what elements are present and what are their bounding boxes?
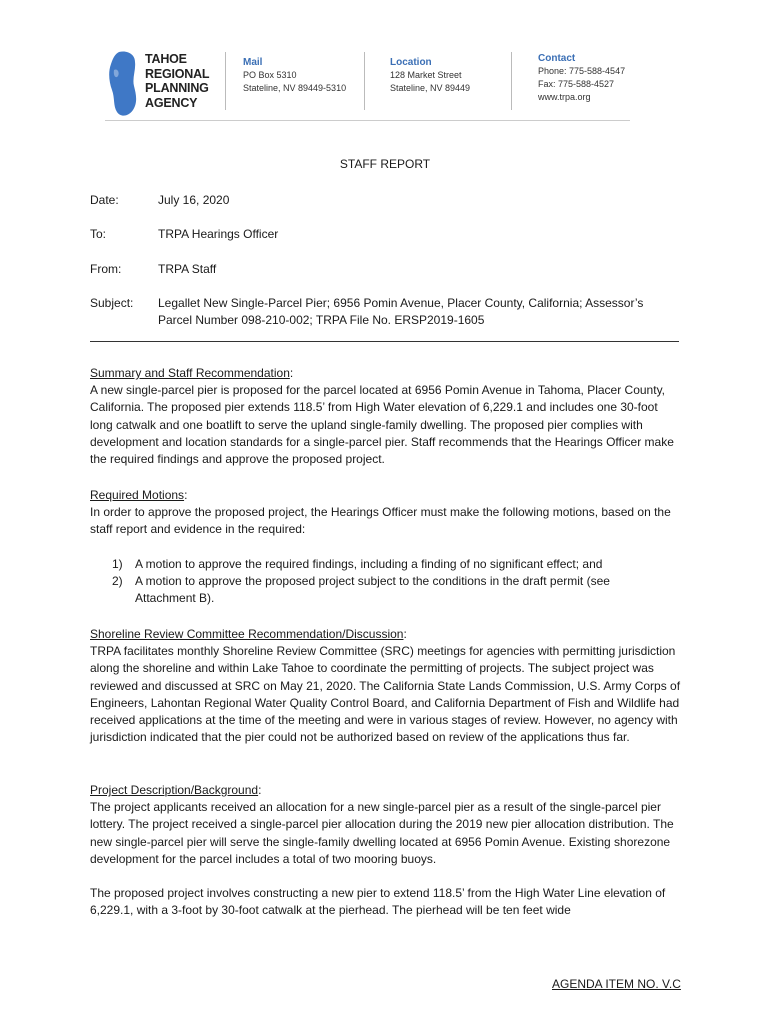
header-separator — [364, 52, 365, 110]
summary-heading: Summary and Staff Recommendation — [90, 366, 290, 380]
shoreline-section: Shoreline Review Committee Recommendation/Discussion: TRPA facilitates monthly Shoreline Review Committee (SRC) meetings for agencies with permitting jurisdiction along the shoreline and within Lake Tahoe to coordinate the permitting of projects. The subject project was reviewed and discussed at SRC on May 21, 2020. The California State Lands Commission, U.S. Army Corps of Engineers, Lahontan Regional Water Quality Control Board, and California Department of Fish and Wildlife had received applications at the time of the meeting and were in various stages of review. However, no agency with jurisdiction indicated that the pier could not be authorized based on review of the applications thus far. — [90, 626, 682, 746]
shoreline-heading: Shoreline Review Committee Recommendation/Discussion — [90, 627, 404, 641]
location-line2: Stateline, NV 89449 — [390, 83, 471, 93]
list-item — [112, 573, 672, 607]
logo-line: AGENCY — [145, 95, 198, 110]
summary-text: A new single-parcel pier is proposed for the parcel located at 6956 Pomin Avenue in Tahoma, Placer County, California. The proposed pier extends 118.5’ from High Water elevation of 6,229.1 and includes one 30-foot long catwalk and one boatlift to serve the upland single-family dwelling. The proposed pier complies with development and location standards for a single-parcel pier. Staff recommends that the Hearings Officer make the required findings and approve the proposed project. — [90, 383, 674, 467]
contact-fax: Fax: 775-588-4527 — [538, 79, 615, 89]
logo-wordmark — [145, 52, 209, 110]
contact-label: Contact — [538, 53, 576, 64]
subject-value: Legallet New Single-Parcel Pier; 6956 Pomin Avenue, Placer County, California; Assessor’s Parcel Number 098-210-002; TRPA File No. ERSP2019-1605 — [158, 296, 644, 327]
contact-block — [538, 52, 625, 104]
to-value: TRPA Hearings Officer — [158, 227, 279, 241]
shoreline-text: TRPA facilitates monthly Shoreline Review Committee (SRC) meetings for agencies with permitting jurisdiction along the shoreline and within Lake Tahoe to coordinate the permitting of projects. The subject project was reviewed and discussed at SRC on May 21, 2020. The California State Lands Commission, U.S. Army Corps of Engineers, Lahontan Regional Water Quality Control Board, and California Department of Fish and Wildlife had received applications at the time of the meeting and were in various stages of review. However, no agency with jurisdiction indicated that the pier could not be authorized based on review of the applications thus far. — [90, 644, 681, 745]
list-text: A motion to approve the required findings, including a finding of no significant effect; and — [135, 557, 603, 571]
date-label: Date: — [90, 193, 119, 207]
project-text: The project applicants received an allocation for a new single-parcel pier as a result of the single-parcel pier lottery. The project received a single-parcel pier allocation during the 2019 new pier allocation distribution. The new single-parcel pier will serve the single-family dwelling located at 6956 Pomin Avenue. Existing shorezone development for the parcel includes a total of two mooring buoys. — [90, 800, 674, 866]
contact-website[interactable]: www.trpa.org — [538, 92, 591, 102]
location-line1: 128 Market Street — [390, 70, 462, 80]
report-title: STAFF REPORT — [339, 157, 431, 171]
header-separator — [225, 52, 226, 110]
location-label: Location — [390, 57, 432, 68]
header-divider — [90, 341, 679, 342]
project-heading: Project Description/Background — [90, 783, 259, 797]
list-number: 2) — [112, 574, 123, 589]
list-text: A motion to approve the proposed project subject to the conditions in the draft permit (see Attachment B). — [135, 574, 610, 606]
list-number: 1) — [112, 557, 123, 571]
summary-section: Summary and Staff Recommendation: A new single-parcel pier is proposed for the parcel located at 6956 Pomin Avenue in Tahoma, Placer County, California. The proposed pier extends 118.5’ from High Water elevation of 6,229.1 and includes one 30-foot long catwalk and one boatlift to serve the upland single-family dwelling. The proposed pier complies with development and location standards for a single-parcel pier. Staff recommends that the Hearings Officer make the required findings and approve the proposed project. — [90, 365, 682, 468]
project-text-2: The proposed project involves constructing a new pier to extend 118.5’ from the High Water Line elevation of 6,229.1, with a 3-foot by 30-foot catwalk at the pierhead. The pierhead will be ten feet wide — [90, 886, 666, 918]
date-value: July 16, 2020 — [158, 193, 230, 207]
motions-section: Required Motions: In order to approve the proposed project, the Hearings Officer must make the following motions, based on the staff report and evidence in the required: — [90, 487, 682, 539]
lake-tahoe-icon — [105, 48, 145, 120]
from-label: From: — [90, 262, 122, 276]
motions-list — [112, 556, 672, 608]
mail-line1: PO Box 5310 — [243, 70, 297, 80]
to-label: To: — [90, 227, 107, 241]
trpa-logo — [105, 48, 235, 118]
logo-line: REGIONAL — [145, 66, 210, 81]
agenda-item-footer: AGENDA ITEM NO. V.C — [552, 977, 681, 991]
logo-line: PLANNING — [145, 81, 209, 95]
logo-line: TAHOE — [145, 52, 187, 66]
subject-label: Subject: — [90, 296, 134, 310]
contact-phone: Phone: 775-588-4547 — [538, 66, 626, 76]
motions-heading: Required Motions — [90, 488, 185, 502]
mail-block — [243, 56, 346, 95]
motions-text: In order to approve the proposed project, the Hearings Officer must make the following motions, based on the staff report and evidence in the required: — [90, 505, 671, 537]
mail-line2: Stateline, NV 89449-5310 — [243, 83, 347, 93]
header-separator — [511, 52, 512, 110]
location-block — [390, 56, 470, 95]
letterhead-rule — [105, 120, 630, 121]
list-item — [112, 556, 672, 573]
project-section: Project Description/Background: The project applicants received an allocation for a new single-parcel pier as a result of the single-parcel pier lottery. The project received a single-parcel pier allocation during the 2019 new pier allocation distribution. The new single-parcel pier will serve the single-family dwelling located at 6956 Pomin Avenue. Existing shorezone development for the parcel includes a total of two mooring buoys. The proposed project involves constructing a new pier to extend 118.5’ from the High Water Line elevation of 6,229.1, with a 3-foot by 30-foot catwalk at the pierhead. The pierhead will be ten feet wide — [90, 782, 682, 919]
from-value: TRPA Staff — [158, 262, 217, 276]
letterhead — [105, 46, 630, 126]
mail-label: Mail — [243, 57, 263, 68]
